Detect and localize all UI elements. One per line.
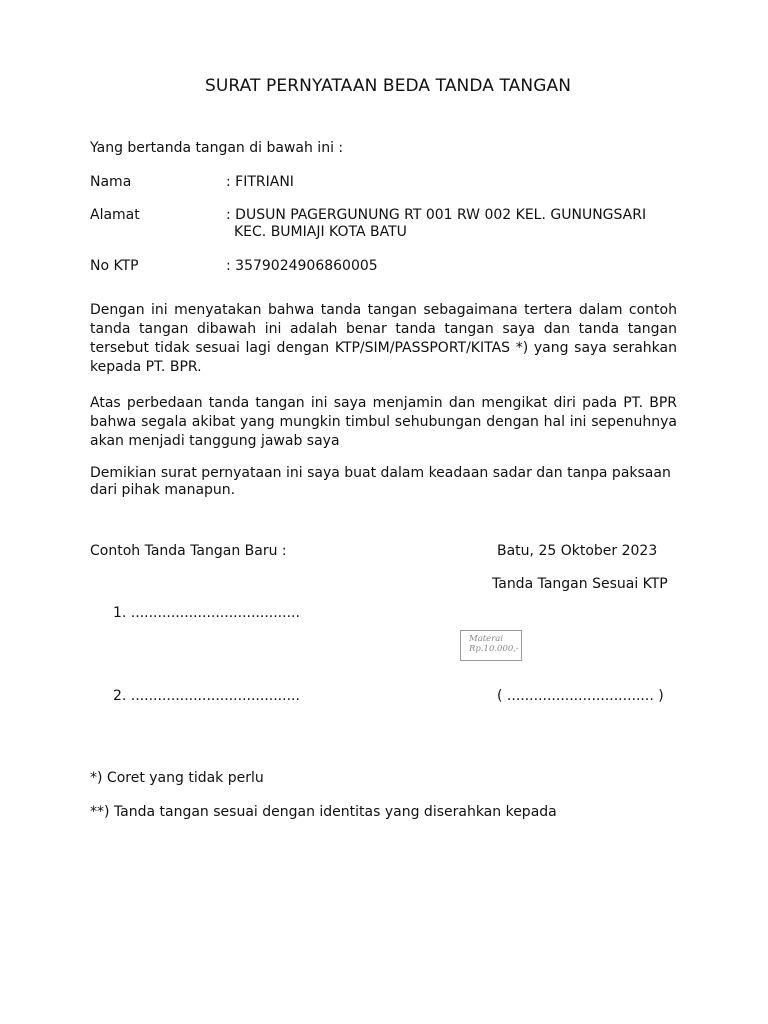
field-value-alamat-line2: KEC. BUMIAJI KOTA BATU	[234, 224, 407, 240]
footnote-2: **) Tanda tangan sesuai dengan identitas yang diserahkan kepada	[90, 804, 557, 820]
footnote-1: *) Coret yang tidak perlu	[90, 770, 264, 786]
signature-line-1: 1. ......................................	[113, 605, 300, 621]
field-value-nama: : FITRIANI	[226, 174, 294, 190]
liability-paragraph: Atas perbedaan tanda tangan ini saya menjamin dan mengikat diri pada PT. BPR bahwa segala akibat yang mungkin timbul sehubungan dengan hal ini sepenuhnya akan menjadi tanggung jawab saya	[90, 395, 677, 449]
materai-label: Materai	[469, 634, 504, 644]
field-label-ktp: No KTP	[90, 258, 139, 274]
field-value-alamat-line1: : DUSUN PAGERGUNUNG RT 001 RW 002 KEL. GUNUNGSARI	[226, 207, 647, 223]
document-title: SURAT PERNYATAAN BEDA TANDA TANGAN	[204, 76, 572, 96]
ktp-signature-label: Tanda Tangan Sesuai KTP	[492, 576, 668, 592]
sample-signature-label: Contoh Tanda Tangan Baru :	[90, 543, 287, 559]
signer-name-placeholder: ( ................................. )	[497, 688, 664, 704]
intro-text: Yang bertanda tangan di bawah ini :	[90, 140, 344, 156]
field-label-nama: Nama	[90, 174, 132, 190]
statement-paragraph: Dengan ini menyatakan bahwa tanda tangan sebagaimana tertera dalam contoh tanda tangan dibawah ini adalah benar tanda tangan saya dan tanda tangan tersebut tidak sesuai lagi dengan KTP/SIM/PASSPORT/KITAS *) yang saya serahkan kepada PT. BPR.	[90, 302, 677, 375]
closing-paragraph: Demikian surat pernyataan ini saya buat dalam keadaan sadar dan tanpa paksaan dari pihak manapun.	[90, 465, 671, 498]
field-value-ktp: : 3579024906860005	[226, 258, 378, 274]
place-date: Batu, 25 Oktober 2023	[497, 543, 658, 559]
materai-amount: Rp.10.000,-	[469, 644, 519, 654]
field-label-alamat: Alamat	[90, 207, 140, 223]
signature-line-2: 2. ......................................	[113, 688, 300, 704]
materai-stamp-box	[460, 630, 522, 661]
